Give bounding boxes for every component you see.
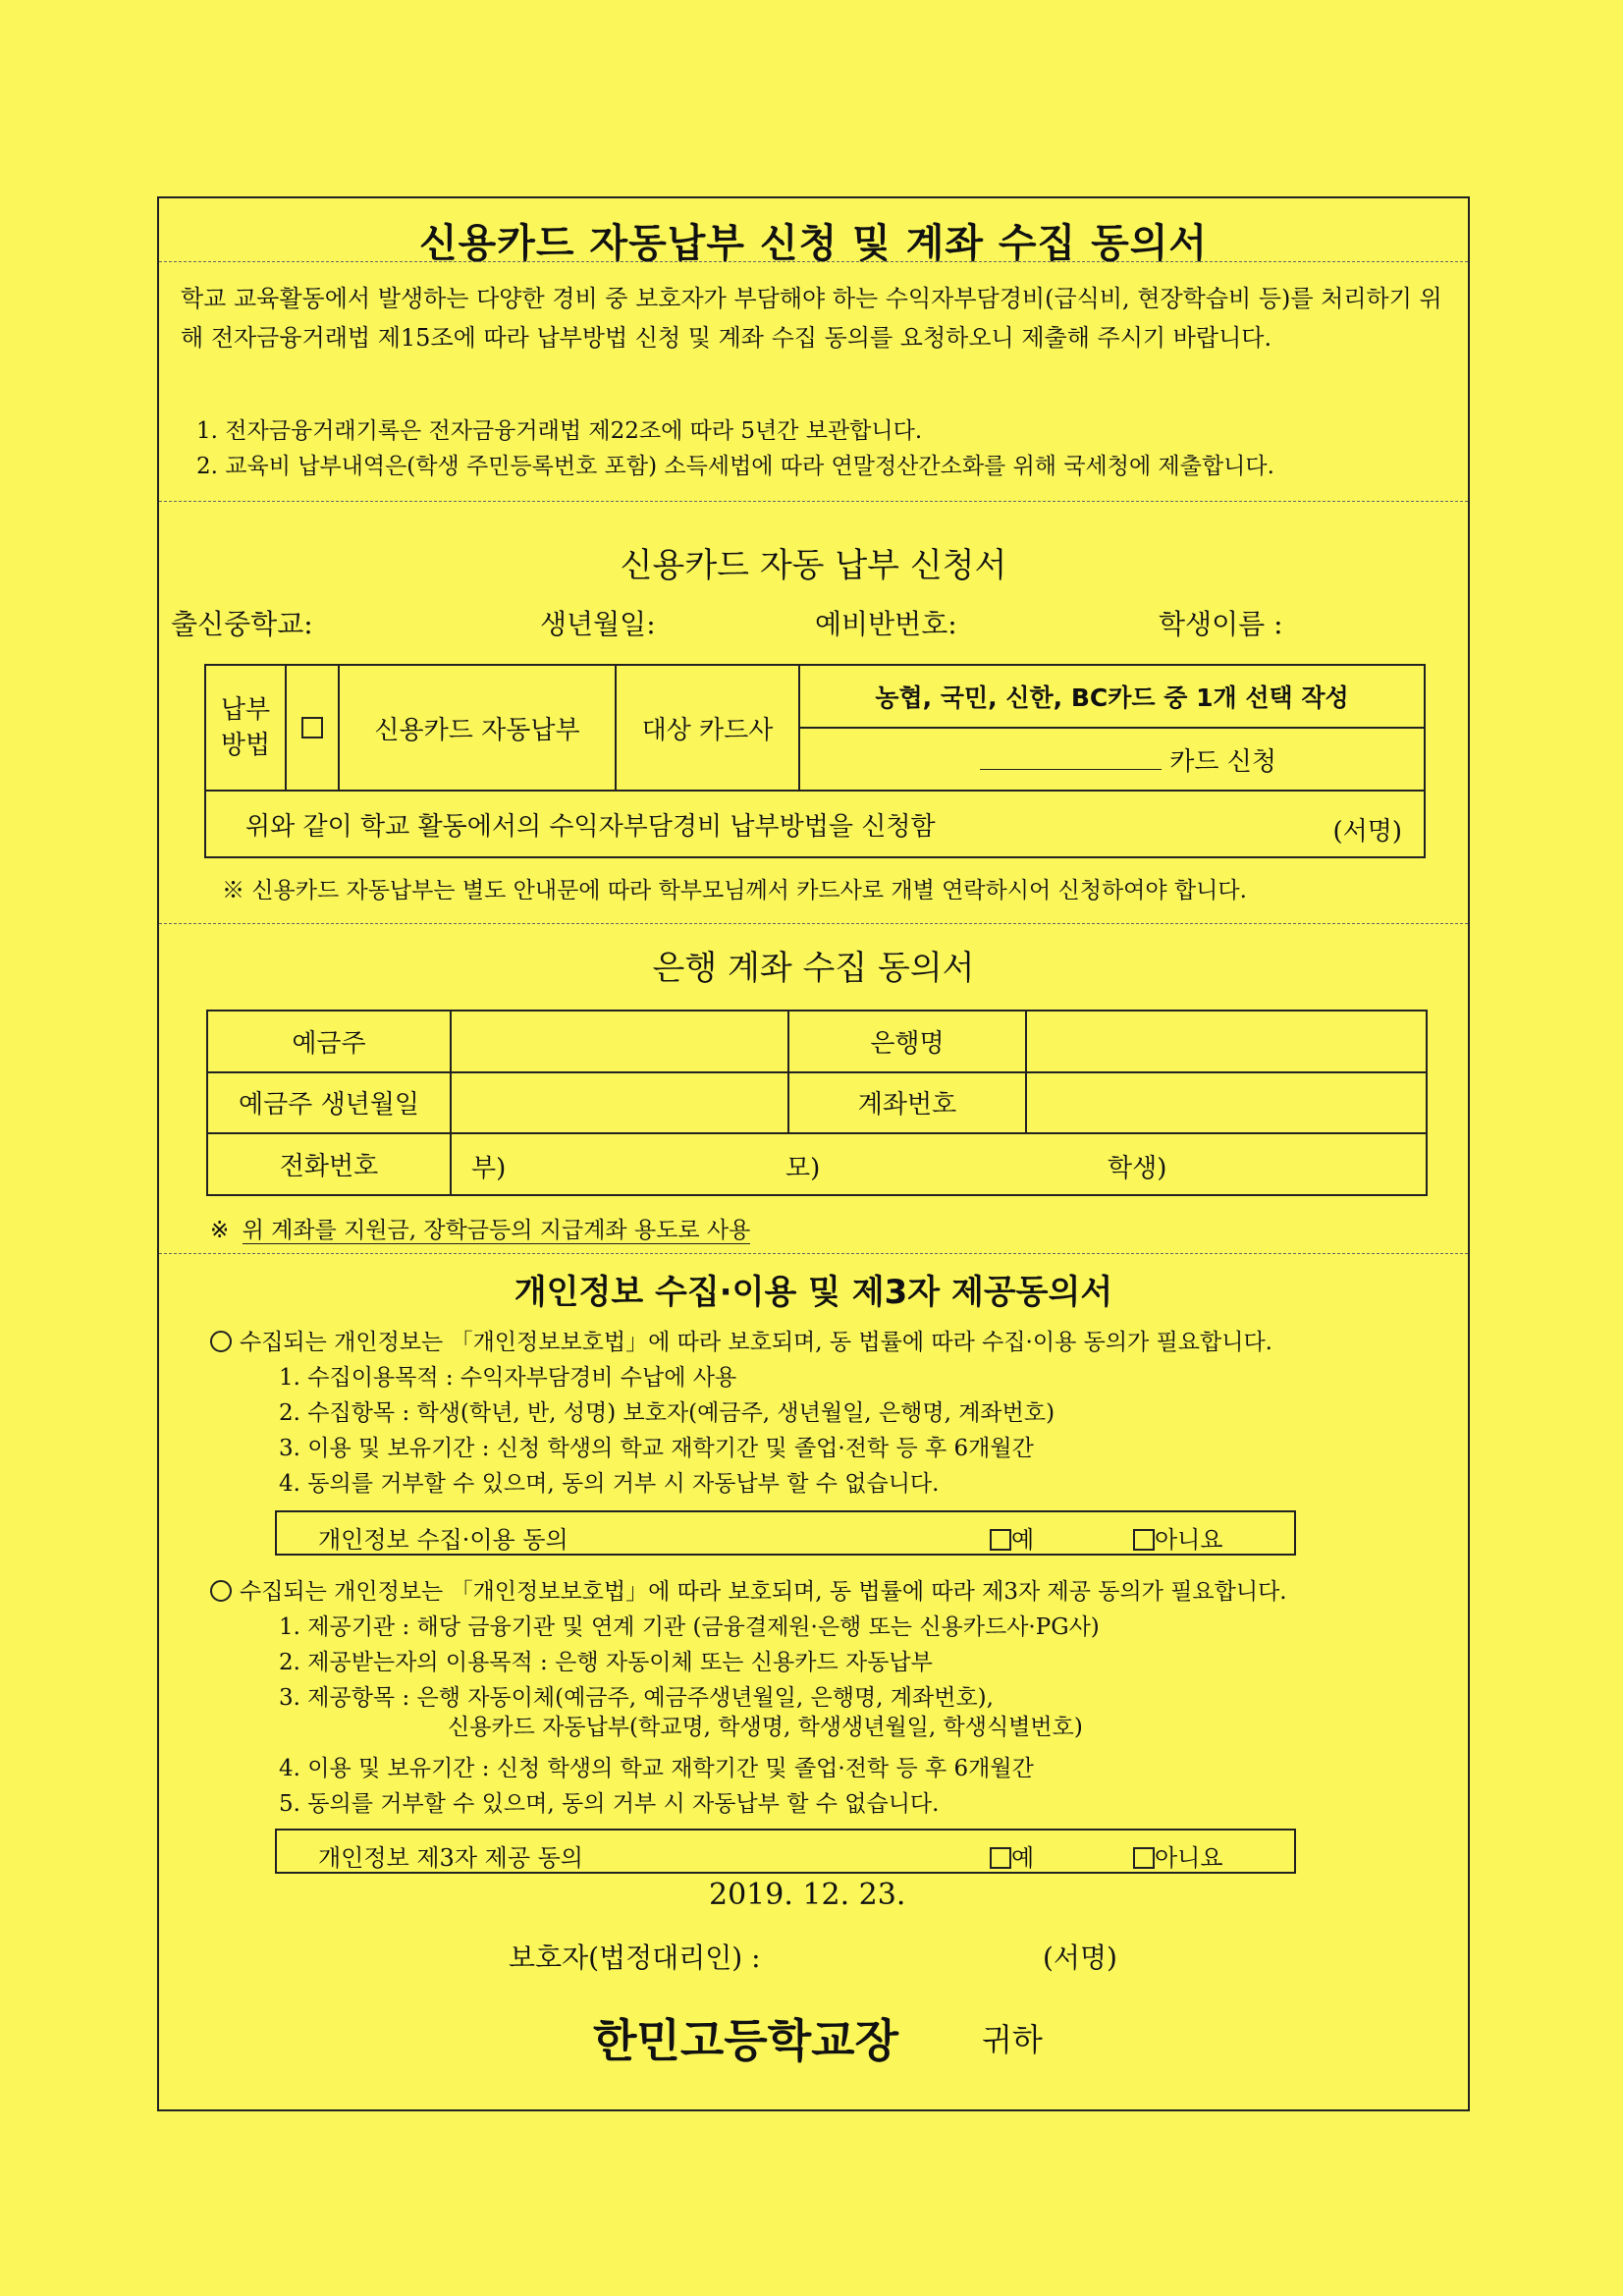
circle-bullet-icon xyxy=(210,1331,232,1352)
phone-input-cell[interactable] xyxy=(451,1133,1427,1195)
collect-consent-yes[interactable] xyxy=(990,1520,1034,1555)
collect-item-1: 1. 수집이용목적 : 수익자부담경비 수납에 사용 xyxy=(279,1365,737,1391)
document-title: 신용카드 자동납부 신청 및 계좌 수집 동의서 xyxy=(418,221,1209,266)
bank-footnote-text: 위 계좌를 지원금, 장학금등의 지급계좌 용도로 사용 xyxy=(242,1218,751,1243)
method-checkbox-cell[interactable] xyxy=(286,665,339,791)
card-section-title: 신용카드 자동 납부 신청서 xyxy=(620,546,1007,585)
collect-consent-label: 개인정보 수집·이용 동의 xyxy=(318,1526,568,1554)
third-party-intro-text: 수집되는 개인정보는 「개인정보보호법」에 따라 보호되며, 동 법률에 따라 제3자 제공 동의가 필요합니다. xyxy=(240,1579,1287,1605)
collect-intro-text: 수집되는 개인정보는 「개인정보보호법」에 따라 보호되며, 동 법률에 따라 수집·이용 동의가 필요합니다. xyxy=(240,1330,1272,1355)
bank-name-input[interactable] xyxy=(1026,1011,1427,1072)
student-phone-label: 학생) xyxy=(1108,1154,1167,1184)
section-divider-2 xyxy=(159,923,1468,924)
bank-account-table xyxy=(206,1010,1428,1196)
depositor-label: 예금주 xyxy=(207,1011,451,1072)
collect-no-label: 아니요 xyxy=(1155,1526,1223,1554)
statement-cell xyxy=(205,791,1425,857)
phone-label: 전화번호 xyxy=(207,1133,451,1195)
collect-consent-box xyxy=(275,1510,1296,1556)
intro-paragraph: 학교 교육활동에서 발생하는 다양한 경비 중 보호자가 부담해야 하는 수익자부담경비(급식비, 현장학습비 등)를 처리하기 위해 전자금융거래법 제15조에 따라 납부방법 신청 및 계좌 수집 동의를 요청하오니 제출해 주시기 바랍니다. xyxy=(181,285,1442,352)
third-yes-checkbox[interactable] xyxy=(990,1847,1011,1869)
student-name-field-label: 학생이름 : xyxy=(1159,608,1283,640)
form-frame xyxy=(157,196,1470,2111)
third-item-3: 3. 제공항목 : 은행 자동이체(예금주, 예금주생년월일, 은행명, 계좌번호), xyxy=(279,1685,994,1711)
method-checkbox[interactable] xyxy=(301,717,323,738)
account-number-label: 계좌번호 xyxy=(788,1072,1026,1134)
birth-field-label: 생년월일: xyxy=(540,608,656,640)
note-2: 2. 교육비 납부내역은(학생 주민등록번호 포함) 소득세법에 따라 연말정산간소화를 위해 국세청에 제출합니다. xyxy=(196,454,1274,479)
note-1: 1. 전자금융거래기록은 전자금융거래법 제22조에 따라 5년간 보관합니다. xyxy=(196,418,923,444)
statement-text: 위와 같이 학교 활동에서의 수익자부담경비 납부방법을 신청함 xyxy=(245,811,936,842)
third-no-checkbox[interactable] xyxy=(1133,1847,1155,1869)
recipient-honorific: 귀하 xyxy=(982,2021,1043,2058)
card-apply-label: 카드 신청 xyxy=(1169,746,1276,777)
method-label-cell xyxy=(205,665,286,791)
third-party-intro xyxy=(210,1573,1287,1606)
guardian-signature[interactable]: (서명) xyxy=(1043,1941,1117,1974)
third-item-5: 5. 동의를 거부할 수 있으며, 동의 거부 시 자동납부 할 수 없습니다. xyxy=(279,1791,940,1817)
collect-no-checkbox[interactable] xyxy=(1133,1529,1155,1551)
depositor-birth-label: 예금주 생년월일 xyxy=(207,1072,451,1134)
third-consent-yes[interactable] xyxy=(990,1838,1034,1873)
third-item-1: 1. 제공기관 : 해당 금융기관 및 연계 기관 (금융결제원·은행 또는 신용카드사·PG사) xyxy=(279,1614,1100,1640)
collect-item-2: 2. 수집항목 : 학생(학년, 반, 성명) 보호자(예금주, 생년월일, 은행명, 계좌번호) xyxy=(279,1400,1055,1426)
statement-signature[interactable]: (서명) xyxy=(1332,817,1402,847)
depositor-birth-input[interactable] xyxy=(451,1072,788,1134)
guardian-label: 보호자(법정대리인) : xyxy=(509,1941,761,1974)
collect-intro xyxy=(210,1324,1272,1356)
target-label-cell: 대상 카드사 xyxy=(616,665,799,791)
method-label-line-2: 방법 xyxy=(220,731,271,760)
circle-bullet-icon xyxy=(210,1580,232,1602)
third-consent-box xyxy=(275,1829,1296,1874)
submission-date: 2019. 12. 23. xyxy=(709,1878,906,1912)
section-divider-3 xyxy=(159,1253,1468,1254)
card-company-blank[interactable] xyxy=(980,745,1162,770)
target-instruction-cell: 농협, 국민, 신한, BC카드 중 1개 선택 작성 xyxy=(799,665,1425,728)
method-value-cell: 신용카드 자동납부 xyxy=(339,665,616,791)
card-apply-cell[interactable] xyxy=(799,728,1425,791)
third-item-3-continued: 신용카드 자동납부(학교명, 학생명, 학생생년월일, 학생식별번호) xyxy=(448,1715,1083,1740)
third-yes-label: 예 xyxy=(1011,1844,1035,1872)
bank-footnote-mark: ※ xyxy=(210,1218,230,1243)
depositor-input[interactable] xyxy=(451,1011,788,1072)
recipient-school: 한민고등학교장 xyxy=(593,2014,899,2067)
collect-yes-checkbox[interactable] xyxy=(990,1529,1011,1551)
third-consent-label: 개인정보 제3자 제공 동의 xyxy=(318,1844,583,1872)
father-phone-label: 부) xyxy=(471,1154,507,1184)
bank-name-label: 은행명 xyxy=(788,1011,1026,1072)
third-no-label: 아니요 xyxy=(1155,1844,1223,1872)
collect-item-3: 3. 이용 및 보유기간 : 신청 학생의 학교 재학기간 및 졸업·전학 등 후 6개월간 xyxy=(279,1436,1034,1461)
title-divider xyxy=(159,261,1468,262)
card-payment-table xyxy=(204,664,1426,858)
card-footnote: ※ 신용카드 자동납부는 별도 안내문에 따라 학부모님께서 카드사로 개별 연락하시어 신청하여야 합니다. xyxy=(222,878,1247,903)
third-consent-no[interactable] xyxy=(1133,1838,1223,1873)
bank-footnote xyxy=(210,1212,750,1244)
account-number-input[interactable] xyxy=(1026,1072,1427,1134)
collect-yes-label: 예 xyxy=(1011,1526,1035,1554)
mother-phone-label: 모) xyxy=(785,1154,821,1184)
section-divider-1 xyxy=(159,501,1468,502)
method-label-line-1: 납부 xyxy=(220,695,271,725)
collect-consent-no[interactable] xyxy=(1133,1520,1223,1555)
collect-item-4: 4. 동의를 거부할 수 있으며, 동의 거부 시 자동납부 할 수 없습니다. xyxy=(279,1471,940,1497)
third-item-4: 4. 이용 및 보유기간 : 신청 학생의 학교 재학기간 및 졸업·전학 등 후 6개월간 xyxy=(279,1756,1034,1781)
bank-section-title: 은행 계좌 수집 동의서 xyxy=(652,949,975,988)
privacy-section-title: 개인정보 수집·이용 및 제3자 제공동의서 xyxy=(514,1273,1113,1312)
third-item-2: 2. 제공받는자의 이용목적 : 은행 자동이체 또는 신용카드 자동납부 xyxy=(279,1650,933,1675)
class-number-field-label: 예비반번호: xyxy=(815,608,957,640)
school-field-label: 출신중학교: xyxy=(171,608,313,640)
